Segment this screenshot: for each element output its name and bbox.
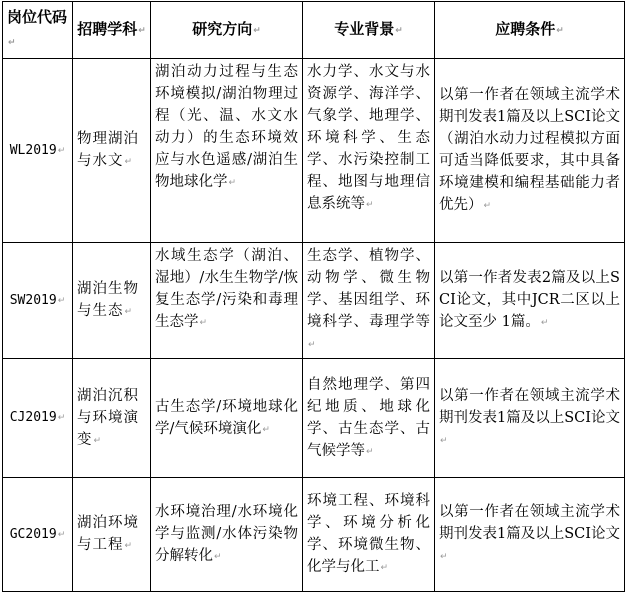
recruitment-table <box>2 1 625 592</box>
header-requirements: 应聘条件↵ <box>435 2 625 59</box>
professional-background: 生态学、植物学、动物学、微生物学、基因组学、环境科学、毒理学等↵ <box>303 243 435 359</box>
position-code: CJ2019↵ <box>3 359 73 478</box>
table-row <box>3 59 625 243</box>
position-code: WL2019↵ <box>3 59 73 243</box>
subject: 湖泊生物与生态↵ <box>73 243 151 359</box>
research-direction: 湖泊动力过程与生态环境模拟/湖泊物理过程（光、温、水文水动力）的生态环境效应与水色遥感/湖泊生物地球化学↵ <box>151 59 303 243</box>
application-requirements: 以第一作者在领域主流学术期刊发表1篇及以上SCI论文↵ <box>435 359 625 478</box>
research-direction: 水域生态学（湖泊、湿地）/水生生物学/恢复生态学/污染和毒理生态学↵ <box>151 243 303 359</box>
subject: 湖泊沉积与环境演变↵ <box>73 359 151 478</box>
header-code: 岗位代码↵ <box>3 2 73 59</box>
professional-background: 自然地理学、第四纪地质、地球化学、古生态学、古气候学等↵ <box>303 359 435 478</box>
position-code: SW2019↵ <box>3 243 73 359</box>
table-row <box>3 359 625 478</box>
research-direction: 古生态学/环境地球化学/气候环境演化↵ <box>151 359 303 478</box>
professional-background: 环境工程、环境科学、环境分析化学、环境微生物、化学与化工↵ <box>303 478 435 592</box>
research-direction: 水环境治理/水环境化学与监测/水体污染物分解转化↵ <box>151 478 303 592</box>
application-requirements: 以第一作者在领域主流学术期刊发表1篇及以上SCI论文↵ <box>435 478 625 592</box>
application-requirements: 以第一作者在领域主流学术期刊发表1篇及以上SCI论文（湖泊水动力过程模拟方面可适当降低要求，其中具备环境建模和编程基础能力者优先）↵ <box>435 59 625 243</box>
professional-background: 水力学、水文与水资源学、海洋学、气象学、地理学、环境科学、生态学、水污染控制工程、地图与地理信息系统等↵ <box>303 59 435 243</box>
application-requirements: 以第一作者发表2篇及以上SCI论文，其中JCR二区以上论文至少 1篇。↵ <box>435 243 625 359</box>
table-row <box>3 478 625 592</box>
subject: 湖泊环境与工程↵ <box>73 478 151 592</box>
subject: 物理湖泊与水文↵ <box>73 59 151 243</box>
table-header-row <box>3 2 625 59</box>
header-subject: 招聘学科↵ <box>73 2 151 59</box>
header-background: 专业背景↵ <box>303 2 435 59</box>
header-direction: 研究方向↵ <box>151 2 303 59</box>
table-row <box>3 243 625 359</box>
position-code: GC2019↵ <box>3 478 73 592</box>
